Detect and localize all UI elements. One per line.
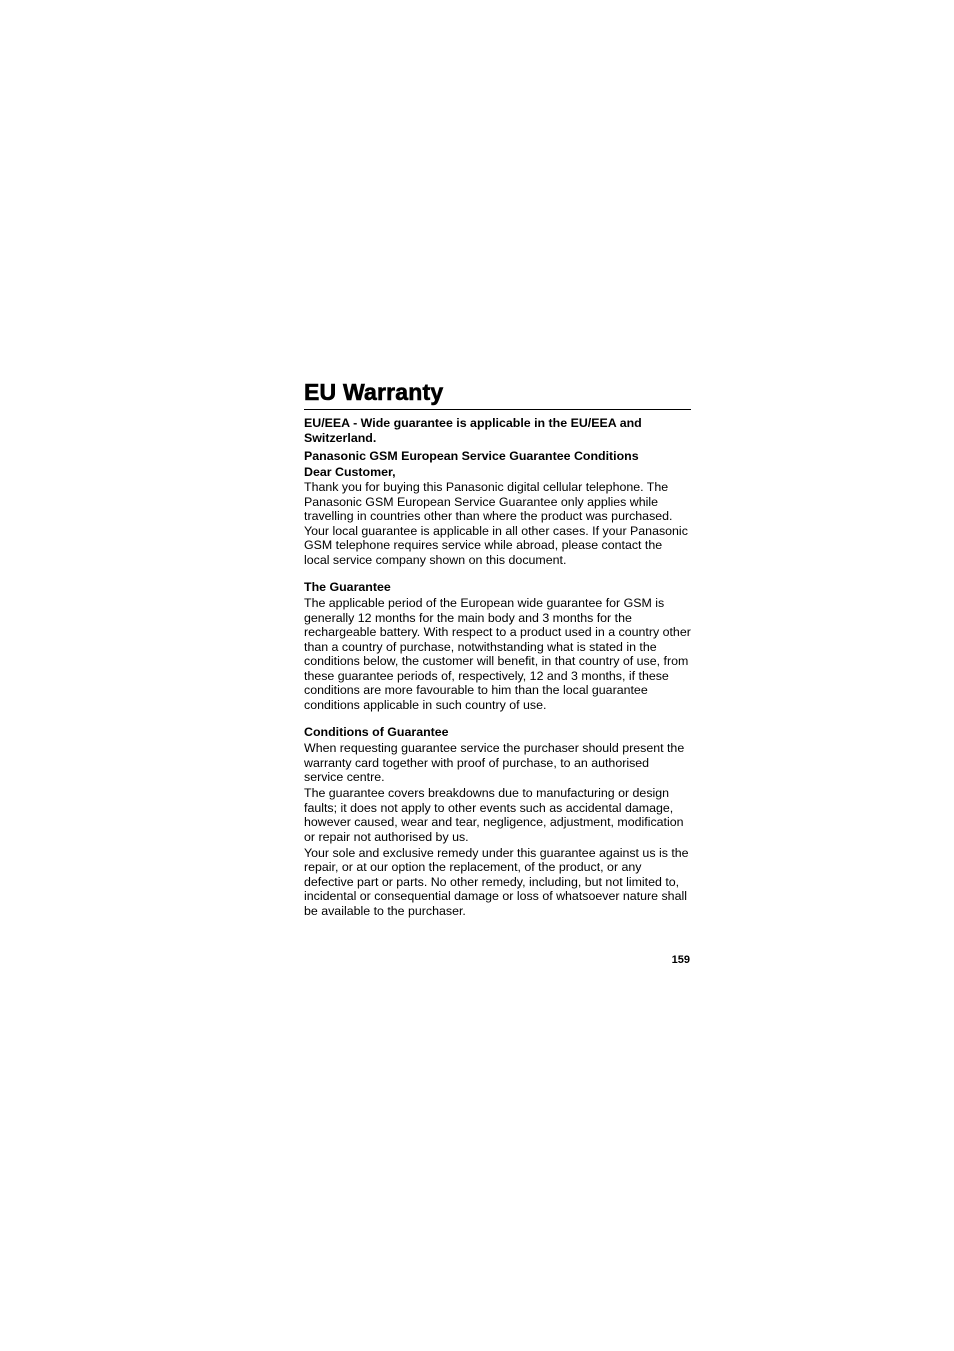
page-content	[304, 378, 691, 918]
section-heading: Conditions of Guarantee	[304, 725, 449, 739]
page-number: 159	[671, 954, 690, 966]
page-title: EU Warranty	[304, 379, 444, 405]
title-divider	[304, 409, 691, 410]
customer-paragraph: Thank you for buying this Panasonic digital cellular telephone. The Panasonic GSM European Service Guarantee only applies while travelling in countries other than where the product was purchased. Your local guarantee is applicable in all other cases. If your Panasonic GSM telephone requires service while abroad, please contact the local service company shown on this document.	[304, 480, 688, 567]
section-conditions-of-guarantee	[304, 725, 691, 918]
salutation: Dear Customer,	[304, 464, 396, 479]
intro-statement: EU/EEA - Wide guarantee is applicable in the EU/EEA and Switzerland.	[304, 416, 642, 445]
section-paragraph: The guarantee covers breakdowns due to manufacturing or design faults; it does not apply to other events such as accidental damage, however caused, wear and tear, negligence, adjustment, modification or repair not authorised by us.	[304, 786, 684, 844]
section-paragraph: The applicable period of the European wide guarantee for GSM is generally 12 months for the main body and 3 months for the rechargeable battery. With respect to a product used in a country other than a country of purchase, notwithstanding what is stated in the conditions below, the customer will benefit, in that country of use, from these guarantee periods of, respectively, 12 and 3 months, if these conditions are more favourable to him than the local guarantee conditions applicable in such country of use.	[304, 596, 691, 712]
conditions-heading: Panasonic GSM European Service Guarantee Conditions	[304, 449, 639, 463]
section-heading: The Guarantee	[304, 580, 391, 594]
section-paragraph: Your sole and exclusive remedy under this guarantee against us is the repair, or at our option the replacement, of the product, or any defective part or parts. No other remedy, including, but not limited to, incidental or consequential damage or loss of whatsoever nature shall be available to the purchaser.	[304, 845, 689, 918]
section-the-guarantee	[304, 580, 691, 712]
section-paragraph: When requesting guarantee service the purchaser should present the warranty card together with proof of purchase, to an authorised service centre.	[304, 741, 685, 784]
